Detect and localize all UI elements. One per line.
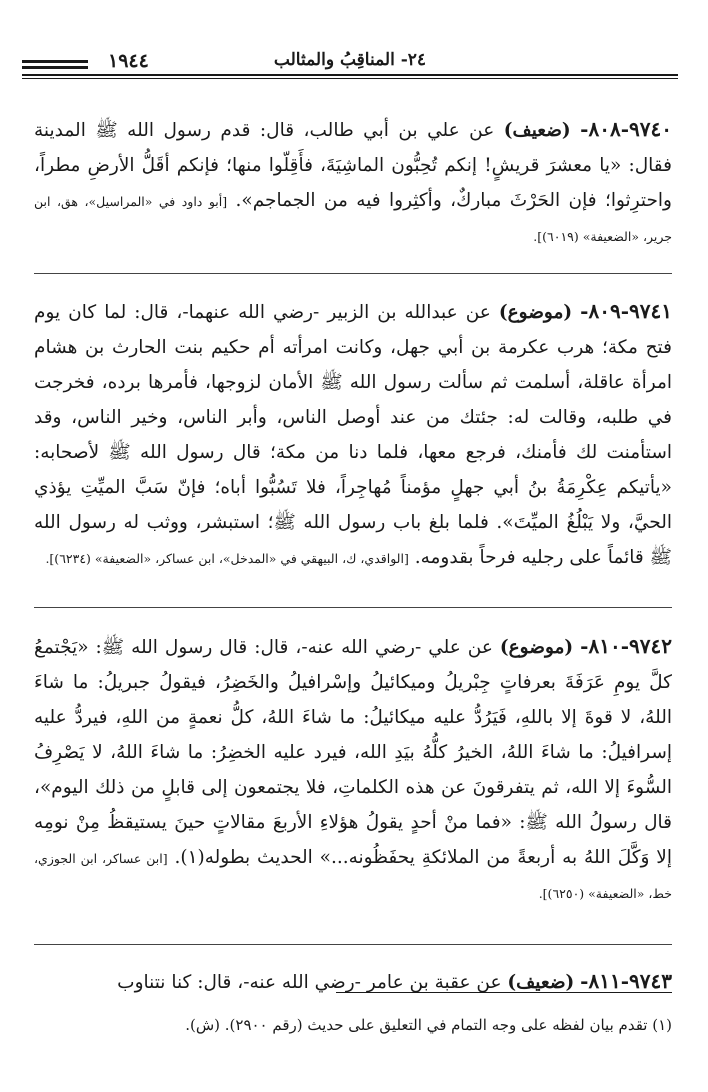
hadith-text: عن علي -رضي الله عنه-، قال: قال رسول الله ﷺ: «يَجْتمعُ كلَّ يومِ عَرَفَةَ بعرفاتٍ جِبْريلُ وميكائيلُ وإسْرافيلُ والخَضِرُ، فيقولُ جبريلُ: ما شاءَ اللهُ، لا قوةَ إلا باللهِ، فَيَرُدُّ عليه ميكائيلُ: ما شاءَ اللهُ، كلُّ نعمةٍ من اللهِ، فيردُّ عليه إسرافيلُ: ما شاءَ اللهُ، الخيرُ كلُّهُ بيَدِ الله، فيرد عليه الخضِرُ: ما شاءَ اللهُ، لا يَصْرِفُ السُّوءَ إلا الله، ثم يتفرقونَ عن هذه الكلماتِ، فلا يجتمعون إلى قابلٍ من ذلك اليوم»، قال رسولُ الله ﷺ: «فما منْ أحدٍ يقولُ هؤلاءِ الأربعَ مقالاتٍ حينَ يستيقظُ مِنْ نومِه إلا وَكَّلَ اللهُ به أربعةً من الملائكةِ يحفَظُونه...» الحديث بطوله(١). xyxy=(34,637,672,868)
footnote-rule xyxy=(336,992,672,993)
entry-divider xyxy=(34,273,672,274)
page-number: ١٩٤٤ xyxy=(108,50,149,72)
hadith-grade: (ضعيف) xyxy=(503,120,571,141)
hadith-source: [أبو داود في «المراسيل»، هق، ابن جرير، «الضعيفة» (٦٠١٩)]. xyxy=(34,194,672,244)
hadith-paragraph xyxy=(34,964,672,1000)
hadith-number: ٩٧٤٢-٨١٠- xyxy=(580,634,672,658)
hadith-source: [ابن عساكر، ابن الجوزي، خط، «الضعيفة» (٦٢٥٠)]. xyxy=(34,851,672,901)
hadith-entry xyxy=(34,112,672,280)
hadith-grade: (موضوع) xyxy=(499,637,574,658)
footnote: (١) تقدم بيان لفظه على وجه التمام في التعليق على حديث (رقم ٢٩٠٠). (ش). xyxy=(185,1016,672,1034)
header-decoration xyxy=(22,66,88,69)
hadith-paragraph xyxy=(34,629,672,910)
hadith-number: ٩٧٤١-٨٠٩- xyxy=(580,299,672,323)
hadith-number: ٩٧٤٠-٨٠٨- xyxy=(580,117,672,141)
entry-divider xyxy=(34,607,672,608)
hadith-entry xyxy=(34,964,672,1000)
hadith-entry xyxy=(34,294,672,615)
hadith-text: عن علي بن أبي طالب، قال: قدم رسول الله ﷺ المدينة فقال: «يا معشرَ قريشٍ! إنكم تُحِبُّون الماشِيَةَ، فأَقِلّوا منها؛ فإنكم أقَلُّ الأرضِ مطراً، واحترِثوا؛ فإن الحَرْثَ مباركٌ، وأكثِروا فيه من الجماجم». xyxy=(34,120,672,211)
header-rule xyxy=(22,74,678,76)
header-rule xyxy=(22,78,678,79)
hadith-paragraph xyxy=(34,112,672,253)
hadith-number: ٩٧٤٣-٨١١- xyxy=(580,969,672,993)
hadith-text: عن عقبة بن عامر -رضي الله عنه-، قال: كنا نتناوب xyxy=(117,972,502,993)
hadith-entry xyxy=(34,629,672,954)
hadith-grade: (ضعيف) xyxy=(507,972,575,993)
header-decoration xyxy=(22,60,88,63)
page-header xyxy=(22,46,678,80)
hadith-source: [الواقدي، ك، البيهقي في «المدخل»، ابن عساكر، «الضعيفة» (٦٢٣٤)]. xyxy=(45,551,409,566)
hadith-grade: (موضوع) xyxy=(498,302,573,323)
hadith-text: عن عبدالله بن الزبير -رضي الله عنهما-، قال: لما كان يوم فتح مكة؛ هرب عكرمة بن أبي جهل، وكانت امرأته أم حكيم بنت الحارث بن هشام امرأة عاقلة، أسلمت ثم سألت رسول الله ﷺ الأمان لزوجها، فأمرها برده، فخرجت في طلبه، وقالت له: جئتك من عند أوصل الناس، وأبر الناس، وخير الناس، وقد استأمنت لك فأمنك، فرجع معها، فلما دنا من مكة؛ قال رسول الله ﷺ لأصحابه: «يأتيكم عِكْرِمَةُ بنُ أبي جهلٍ مؤمناً مُهاجِراً، فلا تَسُبُّوا أباه؛ فإنّ سَبَّ الميِّتِ يؤذي الحيَّ، ولا يَبْلُغُ الميِّتَ». فلما بلغ باب رسول الله ﷺ؛ استبشر، ووثب له رسول الله ﷺ قائماً على رجليه فرحاً بقدومه. xyxy=(34,302,672,568)
page-body xyxy=(34,112,672,1000)
entry-divider xyxy=(34,944,672,945)
chapter-title: ٢٤- المناقِبُ والمثالب xyxy=(273,50,427,70)
hadith-paragraph xyxy=(34,294,672,575)
